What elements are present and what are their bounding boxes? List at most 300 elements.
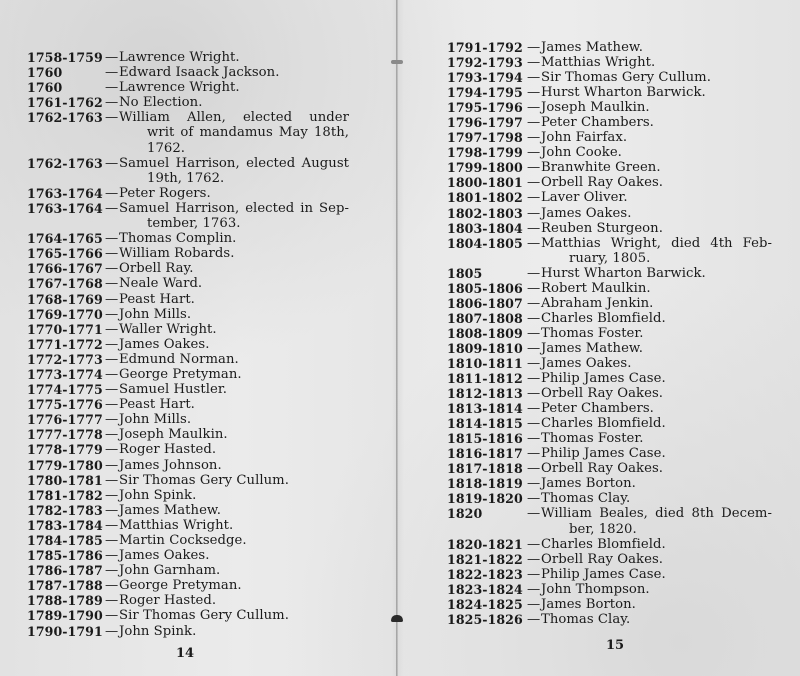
mayor-name: [119, 563, 349, 578]
em-dash: —: [527, 100, 541, 116]
term-years: 1791-1792: [447, 40, 523, 55]
name-line: Thomas Foster.: [541, 431, 644, 447]
list-item: [447, 597, 772, 612]
list-item: [447, 221, 772, 236]
em-dash: —: [105, 366, 119, 382]
list-item: [27, 578, 349, 593]
staple-top: [391, 60, 403, 64]
name-line: George Pretyman.: [119, 578, 242, 594]
list-item: [27, 80, 349, 95]
term-years: 1816-1817: [447, 446, 523, 462]
term-years: 1767-1768: [27, 276, 103, 292]
em-dash: —: [105, 65, 119, 81]
mayor-name: [541, 190, 772, 205]
term-years: 1806-1807: [447, 295, 523, 311]
mayor-name: [119, 65, 349, 80]
em-dash: —: [105, 487, 119, 503]
em-dash: —: [105, 291, 119, 307]
em-dash: —: [527, 401, 541, 417]
list-item: [27, 533, 349, 548]
list-item: [27, 95, 349, 110]
list-item: [27, 412, 349, 427]
name-line: Thomas Foster.: [541, 325, 644, 341]
mayor-name: [119, 548, 349, 563]
list-item: [447, 206, 772, 221]
name-line: Charles Blomfield.: [541, 416, 666, 432]
name-line: James Mathew.: [541, 40, 643, 55]
term-years: 1815-1816: [447, 431, 523, 447]
term-years: 1820-1821: [447, 536, 523, 552]
list-item: [27, 548, 349, 563]
em-dash: —: [527, 295, 541, 311]
em-dash: —: [527, 340, 541, 356]
list-item: [27, 322, 349, 337]
mayor-name: [541, 40, 772, 55]
name-line: James Mathew.: [541, 340, 643, 356]
term-years: 1812-1813: [447, 386, 523, 402]
name-line: Philip James Case.: [541, 446, 666, 462]
name-line: John Mills.: [119, 412, 192, 428]
list-item: [27, 503, 349, 518]
mayor-name: [119, 503, 349, 518]
name-line: James Borton.: [541, 476, 636, 492]
mayor-name: [119, 276, 349, 291]
term-years: 1769-1770: [27, 306, 103, 322]
list-item: [447, 236, 772, 266]
mayor-name: [541, 491, 772, 506]
em-dash: —: [527, 431, 541, 447]
term-years: 1760: [27, 65, 63, 81]
name-continuation-line: 1762.: [147, 140, 186, 156]
list-item: [27, 518, 349, 533]
mayor-name: [541, 461, 772, 476]
list-item: [27, 201, 349, 231]
list-item: [447, 446, 772, 461]
term-years: 1814-1815: [447, 416, 523, 432]
term-years: 1762-1763: [27, 155, 103, 171]
name-line: Matthias Wright.: [119, 517, 234, 533]
name-line: Martin Cocksedge.: [119, 533, 247, 548]
list-item: [447, 55, 772, 70]
term-years: 1785-1786: [27, 548, 103, 564]
mayor-name: [119, 156, 349, 186]
name-line: Edmund Norman.: [119, 351, 239, 367]
em-dash: —: [105, 593, 119, 609]
mayor-name: [119, 397, 349, 412]
name-line: James Mathew.: [119, 502, 221, 518]
mayor-name: [119, 367, 349, 382]
em-dash: —: [527, 596, 541, 612]
mayor-name: [541, 130, 772, 145]
em-dash: —: [105, 306, 119, 322]
mayor-name: [541, 70, 772, 85]
list-item: [27, 563, 349, 578]
name-line: Hurst Wharton Barwick.: [541, 85, 706, 101]
term-years: 1766-1767: [27, 261, 103, 277]
mayor-name: [119, 110, 349, 155]
name-continuation-line: 19th, 1762.: [147, 170, 225, 186]
term-years: 1777-1778: [27, 427, 103, 443]
term-years: 1788-1789: [27, 593, 103, 609]
list-item: [447, 371, 772, 386]
em-dash: —: [527, 581, 541, 597]
term-years: 1774-1775: [27, 382, 103, 398]
term-years: 1813-1814: [447, 401, 523, 417]
term-years: 1781-1782: [27, 487, 103, 503]
term-years: 1771-1772: [27, 336, 103, 352]
name-line: William Robards.: [119, 246, 235, 262]
term-years: 1793-1794: [447, 70, 523, 86]
term-years: 1763-1764: [27, 200, 103, 216]
em-dash: —: [527, 40, 541, 55]
list-item: [27, 473, 349, 488]
em-dash: —: [105, 623, 119, 639]
name-line: Peast Hart.: [119, 397, 195, 413]
em-dash: —: [105, 412, 119, 428]
term-years: 1805-1806: [447, 280, 523, 296]
mayor-name: [541, 266, 772, 281]
name-line: James Oakes.: [119, 336, 210, 352]
name-line: Thomas Clay.: [541, 611, 631, 627]
em-dash: —: [527, 611, 541, 627]
list-item: [27, 65, 349, 80]
page-number-left: 14: [175, 646, 195, 661]
mayor-name: [541, 597, 772, 612]
mayor-name: [119, 382, 349, 397]
mayor-name: [541, 446, 772, 461]
term-years: 1761-1762: [27, 95, 103, 111]
name-line: Abraham Jenkin.: [541, 295, 654, 311]
list-item: [27, 246, 349, 261]
list-item: [27, 156, 349, 186]
em-dash: —: [527, 115, 541, 131]
term-years: 1776-1777: [27, 412, 103, 428]
list-item: [447, 70, 772, 85]
name-line: Charles Blomfield.: [541, 310, 666, 326]
mayor-name: [119, 473, 349, 488]
name-line: Roger Hasted.: [119, 593, 217, 609]
name-line: James Oakes.: [541, 355, 632, 371]
em-dash: —: [527, 235, 541, 251]
list-item: [447, 311, 772, 326]
page-number-right: 15: [605, 638, 625, 653]
mayor-name: [541, 567, 772, 582]
mayor-name: [119, 292, 349, 307]
list-item: [27, 442, 349, 457]
mayor-name: [541, 100, 772, 115]
mayor-name: [119, 307, 349, 322]
name-line: Reuben Sturgeon.: [541, 220, 663, 236]
name-line: Orbell Ray Oakes.: [541, 551, 664, 567]
name-line: James Oakes.: [119, 548, 210, 564]
list-item: [447, 175, 772, 190]
list-item: [447, 281, 772, 296]
mayor-name: [541, 206, 772, 221]
list-item: [447, 476, 772, 491]
term-years: 1786-1787: [27, 563, 103, 579]
name-line: Edward Isaack Jackson.: [119, 65, 280, 81]
mayor-name: [541, 236, 772, 266]
em-dash: —: [105, 276, 119, 292]
mayor-name: [119, 593, 349, 608]
em-dash: —: [527, 205, 541, 221]
name-line: John Cooke.: [541, 145, 622, 161]
em-dash: —: [105, 382, 119, 398]
term-years: 1780-1781: [27, 472, 103, 488]
mayor-name: [541, 612, 772, 627]
term-years: 1811-1812: [447, 371, 523, 387]
term-years: 1823-1824: [447, 581, 523, 597]
name-line: Lawrence Wright.: [119, 80, 240, 96]
right-entries-list: [447, 40, 772, 627]
list-item: [27, 261, 349, 276]
name-line: Branwhite Green.: [541, 160, 661, 176]
mayor-name: [119, 427, 349, 442]
mayor-name: [119, 442, 349, 457]
mayor-name: [541, 386, 772, 401]
list-item: [27, 593, 349, 608]
name-line: Neale Ward.: [119, 276, 203, 292]
em-dash: —: [105, 80, 119, 96]
em-dash: —: [527, 310, 541, 326]
em-dash: —: [527, 175, 541, 191]
name-line: Joseph Maulkin.: [541, 100, 650, 116]
name-continuation-line: writ of mandamus May 18th,: [147, 125, 349, 141]
em-dash: —: [527, 491, 541, 507]
list-item: [27, 427, 349, 442]
list-item: [447, 326, 772, 341]
mayor-name: [119, 608, 349, 623]
mayor-name: [541, 356, 772, 371]
mayor-name: [541, 476, 772, 491]
term-years: 1797-1798: [447, 130, 523, 146]
term-years: 1802-1803: [447, 205, 523, 221]
term-years: 1770-1771: [27, 321, 103, 337]
em-dash: —: [105, 442, 119, 458]
term-years: 1794-1795: [447, 85, 523, 101]
term-years: 1795-1796: [447, 100, 523, 116]
list-item: [447, 537, 772, 552]
em-dash: —: [527, 160, 541, 176]
term-years: 1773-1774: [27, 366, 103, 382]
list-item: [447, 582, 772, 597]
name-line: John Garnham.: [119, 563, 221, 579]
mayor-name: [541, 55, 772, 70]
mayor-name: [541, 311, 772, 326]
em-dash: —: [527, 566, 541, 582]
em-dash: —: [527, 355, 541, 371]
term-years: 1820: [447, 506, 483, 522]
list-item: [447, 552, 772, 567]
list-item: [27, 608, 349, 623]
name-line: Charles Blomfield.: [541, 536, 666, 552]
mayor-name: [119, 337, 349, 352]
list-item: [447, 506, 772, 536]
list-item: [27, 397, 349, 412]
name-line: Thomas Clay.: [541, 491, 631, 507]
list-item: [447, 190, 772, 205]
left-entries-list: [27, 50, 349, 639]
list-item: [27, 231, 349, 246]
list-item: [447, 130, 772, 145]
term-years: 1825-1826: [447, 611, 523, 627]
em-dash: —: [105, 200, 119, 216]
term-years: 1784-1785: [27, 533, 103, 548]
term-years: 1789-1790: [27, 608, 103, 624]
em-dash: —: [105, 351, 119, 367]
em-dash: —: [105, 231, 119, 247]
em-dash: —: [527, 386, 541, 402]
em-dash: —: [527, 265, 541, 281]
mayor-name: [119, 231, 349, 246]
mayor-name: [541, 221, 772, 236]
book-gutter: [396, 0, 398, 676]
list-item: [27, 624, 349, 639]
term-years: 1808-1809: [447, 325, 523, 341]
mayor-name: [119, 261, 349, 276]
name-line: Laver Oliver.: [541, 190, 628, 206]
name-line: Samuel Harrison, elected in Sep-: [119, 200, 349, 216]
list-item: [447, 341, 772, 356]
name-line: Philip James Case.: [541, 371, 666, 387]
name-line: John Spink.: [119, 623, 197, 639]
list-item: [27, 337, 349, 352]
mayor-name: [119, 80, 349, 95]
term-years: 1809-1810: [447, 340, 523, 356]
em-dash: —: [527, 476, 541, 492]
em-dash: —: [105, 246, 119, 262]
name-line: Peter Chambers.: [541, 401, 654, 417]
name-line: Peter Chambers.: [541, 115, 654, 131]
term-years: 1790-1791: [27, 623, 103, 639]
name-line: Thomas Complin.: [119, 231, 237, 247]
em-dash: —: [105, 336, 119, 352]
name-line: Peter Rogers.: [119, 185, 211, 201]
list-item: [447, 401, 772, 416]
list-item: [447, 356, 772, 371]
term-years: 1824-1825: [447, 596, 523, 612]
em-dash: —: [527, 461, 541, 477]
name-continuation-line: ber, 1820.: [569, 521, 637, 537]
name-line: Robert Maulkin.: [541, 280, 651, 296]
term-years: 1796-1797: [447, 115, 523, 131]
name-line: Orbell Ray.: [119, 261, 194, 277]
list-item: [447, 461, 772, 476]
term-years: 1792-1793: [447, 55, 523, 71]
mayor-name: [541, 537, 772, 552]
mayor-name: [119, 624, 349, 639]
term-years: 1822-1823: [447, 566, 523, 582]
mayor-name: [541, 145, 772, 160]
em-dash: —: [527, 371, 541, 387]
mayor-name: [119, 578, 349, 593]
mayor-name: [541, 115, 772, 130]
name-line: Lawrence Wright.: [119, 50, 240, 65]
em-dash: —: [527, 55, 541, 71]
list-item: [27, 382, 349, 397]
em-dash: —: [527, 551, 541, 567]
em-dash: —: [105, 533, 119, 548]
mayor-name: [541, 582, 772, 597]
term-years: 1775-1776: [27, 397, 103, 413]
name-line: Peast Hart.: [119, 291, 195, 307]
name-line: John Mills.: [119, 306, 192, 322]
em-dash: —: [527, 446, 541, 462]
name-line: James Oakes.: [541, 205, 632, 221]
em-dash: —: [527, 145, 541, 161]
name-line: No Election.: [119, 95, 203, 111]
name-line: Sir Thomas Gery Cullum.: [119, 608, 289, 624]
term-years: 1764-1765: [27, 231, 103, 247]
term-years: 1779-1780: [27, 457, 103, 473]
list-item: [447, 100, 772, 115]
list-item: [27, 367, 349, 382]
list-item: [27, 276, 349, 291]
list-item: [447, 266, 772, 281]
list-item: [447, 40, 772, 55]
mayor-name: [119, 488, 349, 503]
name-line: Waller Wright.: [119, 321, 217, 337]
name-line: William Beales, died 8th Decem-: [541, 506, 772, 522]
name-line: Orbell Ray Oakes.: [541, 461, 664, 477]
mayor-name: [119, 246, 349, 261]
term-years: 1783-1784: [27, 517, 103, 533]
list-item: [447, 85, 772, 100]
list-item: [447, 296, 772, 311]
em-dash: —: [105, 321, 119, 337]
term-years: 1787-1788: [27, 578, 103, 594]
right-page: [447, 0, 772, 676]
name-line: Hurst Wharton Barwick.: [541, 265, 706, 281]
term-years: 1798-1799: [447, 145, 523, 161]
em-dash: —: [105, 517, 119, 533]
name-continuation-line: ruary, 1805.: [569, 250, 651, 266]
term-years: 1817-1818: [447, 461, 523, 477]
em-dash: —: [105, 397, 119, 413]
mayor-name: [119, 50, 349, 65]
term-years: 1763-1764: [27, 185, 103, 201]
mayor-name: [541, 506, 772, 536]
term-years: 1800-1801: [447, 175, 523, 191]
mayor-name: [541, 160, 772, 175]
name-line: John Spink.: [119, 487, 197, 503]
name-line: Orbell Ray Oakes.: [541, 386, 664, 402]
term-years: 1778-1779: [27, 442, 103, 458]
em-dash: —: [105, 185, 119, 201]
mayor-name: [541, 85, 772, 100]
em-dash: —: [105, 50, 119, 65]
em-dash: —: [105, 427, 119, 443]
mayor-name: [119, 95, 349, 110]
em-dash: —: [105, 563, 119, 579]
term-years: 1762-1763: [27, 110, 103, 126]
em-dash: —: [105, 472, 119, 488]
em-dash: —: [105, 110, 119, 126]
list-item: [447, 386, 772, 401]
list-item: [27, 458, 349, 473]
list-item: [447, 416, 772, 431]
term-years: 1805: [447, 265, 483, 281]
term-years: 1801-1802: [447, 190, 523, 206]
term-years: 1804-1805: [447, 235, 523, 251]
name-line: Samuel Harrison, elected August: [119, 155, 349, 171]
list-item: [447, 567, 772, 582]
name-line: William Allen, elected under: [119, 110, 349, 126]
em-dash: —: [105, 457, 119, 473]
list-item: [447, 491, 772, 506]
list-item: [447, 612, 772, 627]
list-item: [447, 160, 772, 175]
